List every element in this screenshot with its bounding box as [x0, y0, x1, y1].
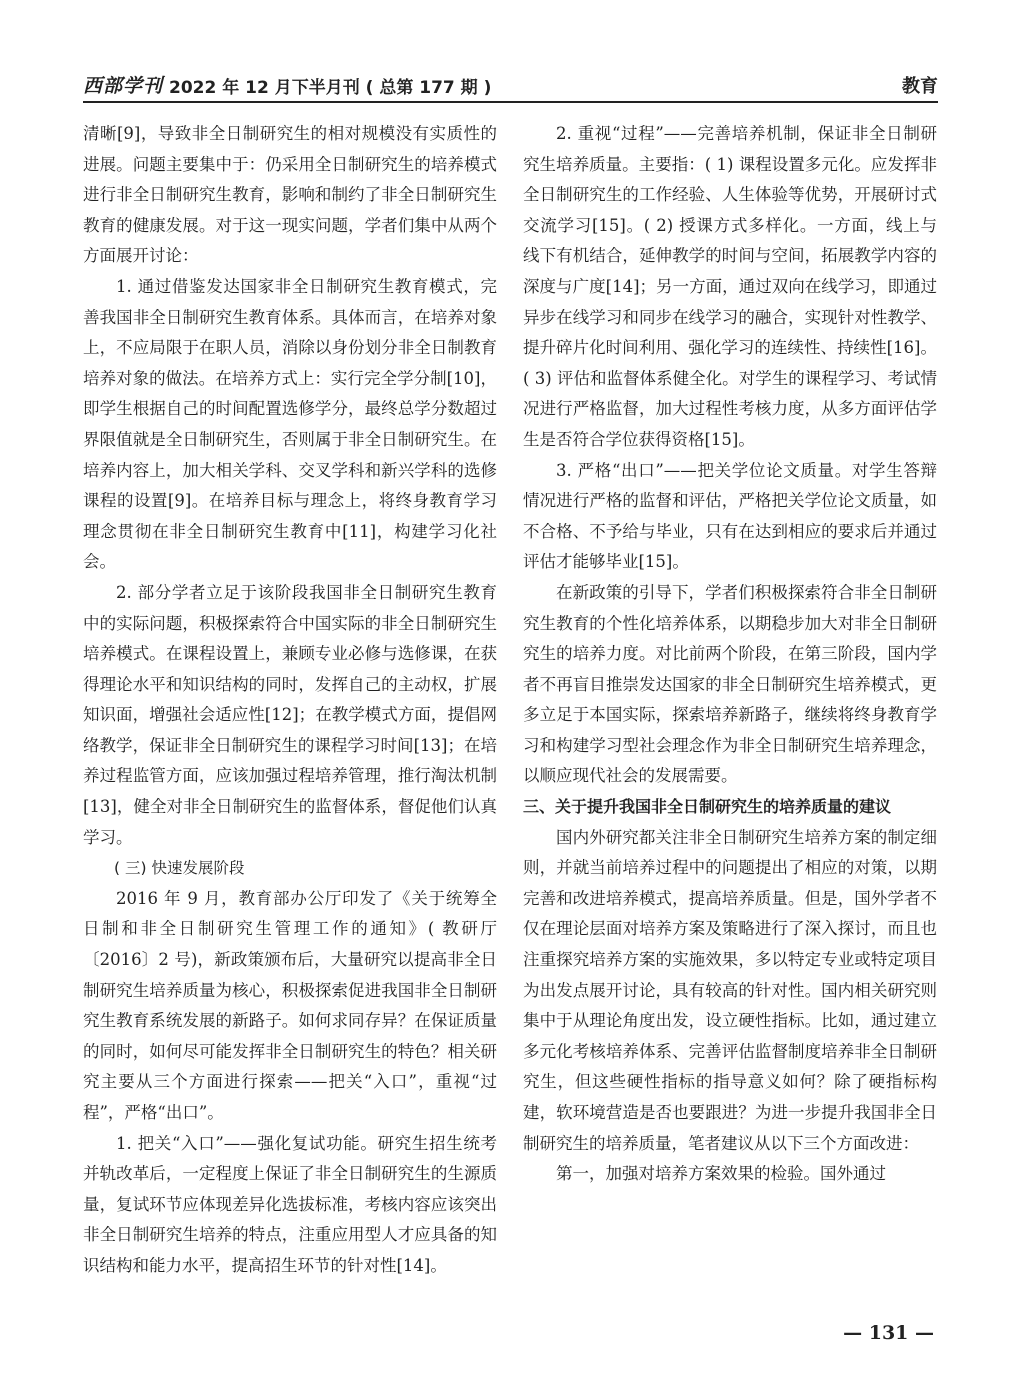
header-left [83, 71, 491, 98]
paragraph: 国内外研究都关注非全日制研究生培养方案的制定细则，并就当前培养过程中的问题提出了相应的对策，以期完善和改进培养模式，提高培养质量。但是，国外学者不仅在理论层面对培养方案及策略进行了深入探讨，而且也注重探究培养方案的实施效果，多以特定专业或特定项目为出发点展开讨论，具有较高的针对性。国内相关研究则集中于从理论角度出发，设立硬性指标。比如，通过建立多元化考核培养体系、完善评估监督制度培养非全日制研究生，但这些硬性指标的指导意义如何？除了硬指标构建，软环境营造是否也要跟进？为进一步提升我国非全日制研究生的培养质量，笔者建议从以下三个方面改进： [523, 827, 937, 1153]
paragraph: 2. 重视“过程”——完善培养机制，保证非全日制研究生培养质量。主要指：( 1) 课程设置多元化。应发挥非全日制研究生的工作经验、人生体验等优势，开展研讨式交流学习[15]。( 2) 授课方式多样化。一方面，线上与线下有机结合，延伸教学的时间与空间，拓展教学内容的深度与广度[14]；另一方面，通过双向在线学习，即通过异步在线学习和同步在线学习的融合，实现针对性教学、提升碎片化时间利用、强化学习的连续性、持续性[16]。( 3) 评估和监督体系健全化。对学生的课程学习、考试情况进行严格监督，加大过程性考核力度，从多方面评估学生是否符合学位获得资格[15]。 [523, 124, 937, 449]
left-column [83, 119, 497, 1282]
paragraph: 第一，加强对培养方案效果的检验。国外通过 [556, 1164, 886, 1184]
subsection-heading: ( 三) 快速发展阶段 [114, 859, 245, 878]
paragraph: 2. 部分学者立足于该阶段我国非全日制研究生教育中的实际问题，积极探索符合中国实际的非全日制研究生培养模式。在课程设置上，兼顾专业必修与选修课，在获得理论水平和知识结构的同时，发挥自己的主动权，扩展知识面，增强社会适应性[12]；在教学模式方面，提倡网络教学，保证非全日制研究生的课程学习时间[13]；在培养过程监管方面，应该加强过程培养管理，推行淘汰机制[13]，健全对非全日制研究生的监督体系，督促他们认真学习。 [83, 582, 497, 847]
paragraph: 1. 把关“入口”——强化复试功能。研究生招生统考并轨改革后，一定程度上保证了非全日制研究生的生源质量，复试环节应体现差异化选拔标准，考核内容应该突出非全日制研究生培养的特点，注重应用型人才应具备的知识结构和能力水平，提高招生环节的针对性[14]。 [83, 1133, 497, 1275]
paragraph: 清晰[9]，导致非全日制研究生的相对规模没有实质性的进展。问题主要集中于：仍采用全日制研究生的培养模式进行非全日制研究生教育，影响和制约了非全日制研究生教育的健康发展。对于这一现实问题，学者们集中从两个方面展开讨论： [83, 124, 497, 266]
paragraph: 在新政策的引导下，学者们积极探索符合非全日制研究生教育的个性化培养体系，以期稳步加大对非全日制研究生的培养力度。对比前两个阶段，在第三阶段，国内学者不再盲目推崇发达国家的非全日制研究生培养模式，更多立足于本国实际，探索培养新路子，继续将终身教育学习和构建学习型社会理念作为非全日制研究生培养理念，以顺应现代社会的发展需要。 [523, 582, 937, 786]
page-number: — 131 — [843, 1322, 934, 1344]
running-header [83, 68, 938, 103]
paragraph: 2016 年 9 月，教育部办公厅印发了《关于统筹全日制和非全日制研究生管理工作的通知》( 教研厅〔2016〕2 号)，新政策颁布后，大量研究以提高非全日制研究生培养质量为核心，积极探索促进我国非全日制研究生教育系统发展的新路子。如何求同存异？在保证质量的同时，如何尽可能发挥非全日制研究生的特色？相关研究主要从三个方面进行探索——把关“入口”，重视“过程”，严格“出口”。 [83, 888, 497, 1122]
section-name: 教育 [902, 76, 938, 97]
right-column [523, 119, 937, 1190]
journal-name: 西部学刊 [83, 75, 164, 97]
paragraph: 1. 通过借鉴发达国家非全日制研究生教育模式，完善我国非全日制研究生教育体系。具体而言，在培养对象上，不应局限于在职人员，消除以身份划分非全日制教育培养对象的做法。在培养方式上：实行完全学分制[10]，即学生根据自己的时间配置选修学分，最终总学分数超过界限值就是全日制研究生，否则属于非全日制研究生。在培养内容上，加大相关学科、交叉学科和新兴学科的选修课程的设置[9]。在培养目标与理念上，将终身教育学习理念贯彻在非全日制研究生教育中[11]，构建学习化社会。 [83, 276, 497, 572]
section-heading: 三、关于提升我国非全日制研究生的培养质量的建议 [523, 797, 892, 817]
paragraph: 3. 严格“出口”——把关学位论文质量。对学生答辩情况进行严格的监督和评估，严格把关学位论文质量，如不合格、不予给与毕业，只有在达到相应的要求后并通过评估才能够毕业[15]。 [523, 460, 937, 572]
issue-info: 2022 年 12 月下半月刊 ( 总第 177 期 ) [169, 78, 492, 98]
